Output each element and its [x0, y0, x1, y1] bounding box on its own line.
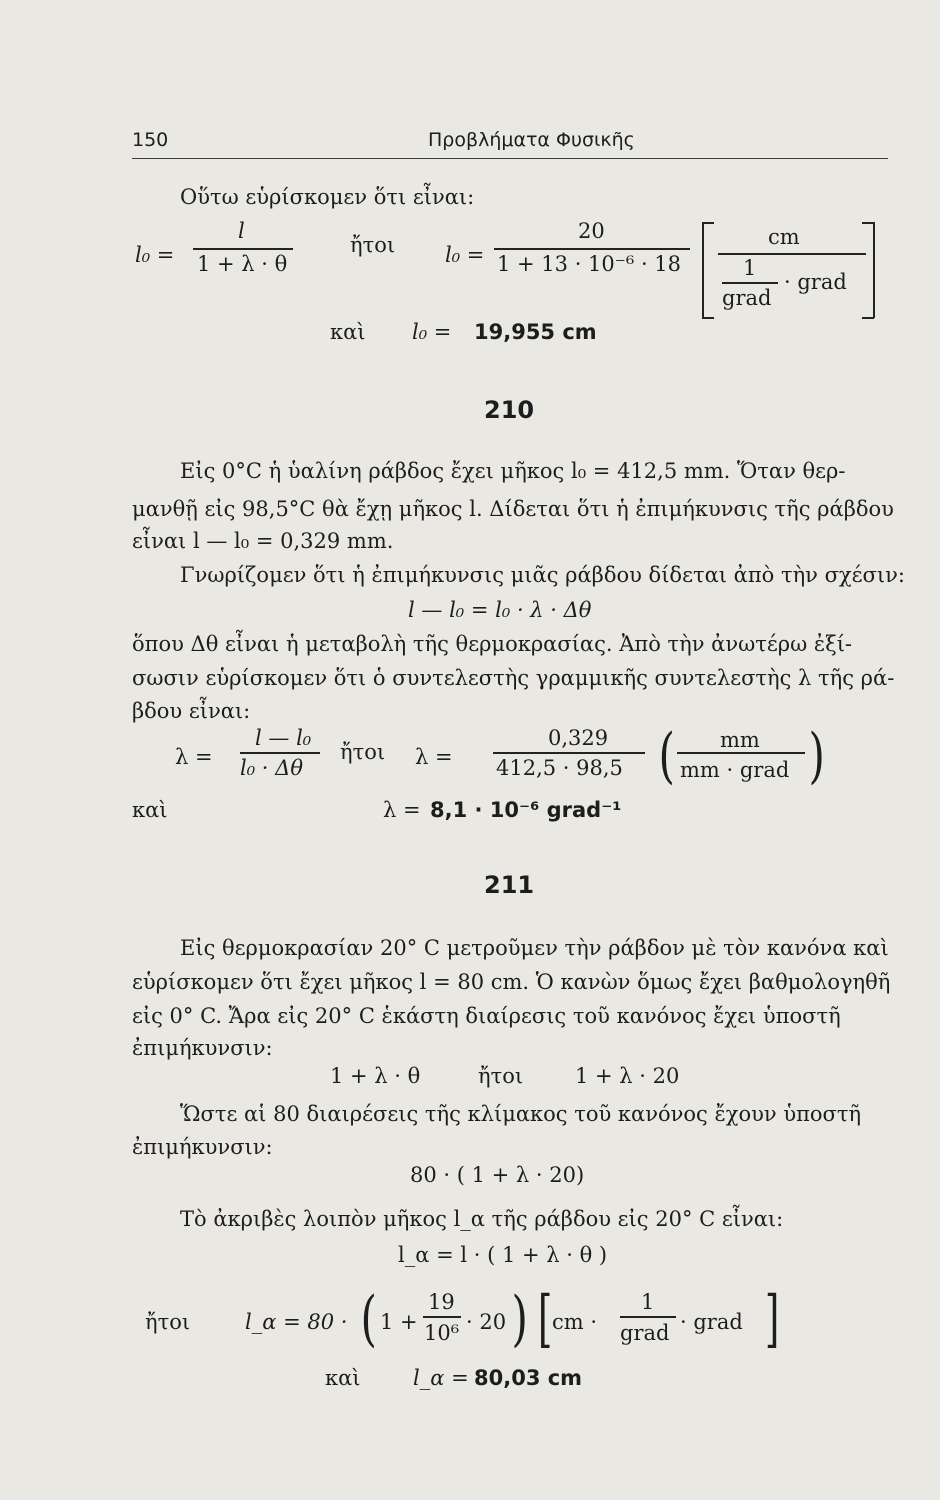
p210-eq2-num: 0,329: [548, 726, 609, 750]
p210-unit-paren-right: ): [808, 721, 825, 791]
p211-eq-unit-frac-num: 1: [641, 1290, 655, 1314]
p209-intro: Οὕτω εὑρίσκομεν ὅτι εἶναι:: [180, 185, 475, 209]
p209-kai: καὶ: [330, 320, 366, 344]
p210-unit-num: mm: [720, 728, 760, 752]
p209-eq1-num: l: [238, 219, 245, 243]
p209-eq1-lhs: l₀ =: [135, 243, 175, 267]
p211-result-value: 80,03 cm: [474, 1366, 583, 1390]
p211-hetoi-2: ἤτοι: [145, 1310, 191, 1334]
p210-line-6: σωσιν εὑρίσκομεν ὅτι ὁ συντελεστὴς γραμμικῆς συντελεστὴς λ τῆς ρά-: [132, 666, 895, 690]
p210-kai: καὶ: [132, 798, 168, 822]
p210-unit-den: mm · grad: [680, 758, 790, 782]
p210-line-1: Εἰς 0°C ἡ ὑαλίνη ράβδος ἔχει μῆκος l₀ = 412,5 mm. Ὅταν θερ-: [180, 459, 846, 483]
p209-hetoi: ἤτοι: [350, 233, 396, 257]
p210-unit-paren-left: (: [658, 721, 675, 791]
p210-eq1-den: l₀ · Δθ: [240, 756, 303, 780]
p211-line-4: ἐπιμήκυνσιν:: [132, 1036, 273, 1060]
p211-eq-frac-num: 19: [428, 1290, 455, 1314]
p211-kai: καὶ: [325, 1366, 361, 1390]
p209-unit-frac-num: 1: [743, 256, 757, 280]
p211-line-5: Ὥστε αἱ 80 διαιρέσεις τῆς κλίμακος τοῦ κανόνος ἔχουν ὑποστῆ: [180, 1102, 862, 1126]
p211-eq-1plus: 1 +: [380, 1310, 418, 1334]
p211-line-6: ἐπιμήκυνσιν:: [132, 1135, 273, 1159]
p211-eq-unit-frac-den: grad: [620, 1321, 670, 1345]
p209-result-value: 19,955 cm: [474, 320, 597, 344]
p209-unit-mul: · grad: [784, 270, 847, 294]
p211-eq-unit-grad: · grad: [680, 1310, 743, 1334]
p209-eq2-num: 20: [578, 219, 605, 243]
p211-eq-paren-right: ): [511, 1284, 528, 1354]
p211-eq-unit-cm: cm ·: [552, 1310, 598, 1334]
p210-eq2-fraction-bar: [493, 752, 645, 754]
p211-line-7: Τὸ ἀκριβὲς λοιπὸν μῆκος l_α τῆς ράβδου εἰς 20° C εἶναι:: [180, 1207, 784, 1231]
p210-line-2: μανθῇ εἰς 98,5°C θὰ ἔχῃ μῆκος l. Δίδεται ὅτι ἡ ἐπιμήκυνσις τῆς ράβδου: [132, 497, 894, 521]
p210-number: 210: [484, 396, 535, 424]
p211-unit-bracket-left: [: [537, 1282, 553, 1355]
p210-line-7: βδου εἶναι:: [132, 699, 251, 723]
p209-unit-bracket-right-top: [862, 222, 874, 224]
p211-eq-unit-fraction-bar: [620, 1316, 676, 1318]
p211-formula1-a: 1 + λ · θ: [330, 1064, 421, 1088]
p211-hetoi-1: ἤτοι: [478, 1064, 524, 1088]
p210-formula: l — l₀ = l₀ · λ · Δθ: [408, 598, 592, 622]
p211-eq-frac-den: 10⁶: [424, 1321, 460, 1345]
p209-unit-bracket-right-bottom: [862, 317, 874, 319]
p209-unit-frac-den: grad: [722, 286, 772, 310]
p209-unit-main-bar: [718, 253, 866, 255]
p209-eq2-den: 1 + 13 · 10⁻⁶ · 18: [497, 252, 682, 276]
p211-formula3: l_α = l · ( 1 + λ · θ ): [398, 1243, 608, 1267]
p211-eq-lhs: l_α = 80 ·: [245, 1310, 348, 1334]
p210-unit-fraction-bar: [677, 752, 805, 754]
p209-unit-num: cm: [768, 225, 800, 249]
page-number: 150: [132, 129, 169, 151]
p210-eq1-lhs: λ =: [175, 745, 213, 769]
p211-formula2: 80 · ( 1 + λ · 20): [410, 1163, 585, 1187]
p211-line-1: Εἰς θερμοκρασίαν 20° C μετροῦμεν τὴν ράβδον μὲ τὸν κανόνα καὶ: [180, 936, 889, 960]
p210-result-value: 8,1 · 10⁻⁶ grad⁻¹: [430, 798, 622, 822]
p210-line-4: Γνωρίζομεν ὅτι ἡ ἐπιμήκυνσις μιᾶς ράβδου δίδεται ἀπὸ τὴν σχέσιν:: [180, 563, 905, 587]
p211-eq-fraction-bar: [423, 1316, 461, 1318]
p211-line-2: εὑρίσκομεν ὅτι ἔχει μῆκος l = 80 cm. Ὁ κανὼν ὅμως ἔχει βαθμολογηθῆ: [132, 970, 891, 994]
p209-unit-small-bar: [722, 282, 778, 284]
p210-eq2-den: 412,5 · 98,5: [496, 756, 623, 780]
p210-eq2-lhs: λ =: [415, 745, 453, 769]
p211-eq-mul20: · 20: [466, 1310, 507, 1334]
p209-unit-bracket-left-top: [702, 222, 714, 224]
p210-hetoi: ἤτοι: [340, 740, 386, 764]
p211-result-lhs: l_α =: [413, 1366, 469, 1390]
p211-eq-paren-left: (: [360, 1284, 377, 1354]
p209-eq1-fraction-bar: [193, 248, 293, 250]
p210-eq1-fraction-bar: [240, 752, 320, 754]
p211-unit-bracket-right: ]: [764, 1282, 780, 1355]
p209-result-lhs: l₀ =: [412, 320, 452, 344]
p210-line-3: εἶναι l — l₀ = 0,329 mm.: [132, 529, 394, 553]
p209-unit-bracket-left: [702, 222, 704, 318]
p210-eq1-num: l — l₀: [255, 726, 312, 750]
p210-line-5: ὅπου Δθ εἶναι ἡ μεταβολὴ τῆς θερμοκρασίας. Ἀπὸ τὴν ἀνωτέρω ἐξί-: [132, 632, 853, 656]
p210-result-lhs: λ =: [383, 798, 421, 822]
p211-number: 211: [484, 871, 535, 899]
running-title: Προβλήματα Φυσικῆς: [428, 129, 635, 151]
p209-eq2-lhs: l₀ =: [445, 243, 485, 267]
p209-unit-bracket-right: [873, 222, 875, 318]
header-rule: [132, 158, 888, 159]
p211-formula1-b: 1 + λ · 20: [575, 1064, 680, 1088]
p211-line-3: εἰς 0° C. Ἄρα εἰς 20° C ἑκάστη διαίρεσις τοῦ κανόνος ἔχει ὑποστῆ: [132, 1004, 841, 1028]
p209-eq1-den: 1 + λ · θ: [197, 252, 288, 276]
p209-unit-bracket-left-bottom: [702, 317, 714, 319]
p209-eq2-fraction-bar: [494, 248, 690, 250]
